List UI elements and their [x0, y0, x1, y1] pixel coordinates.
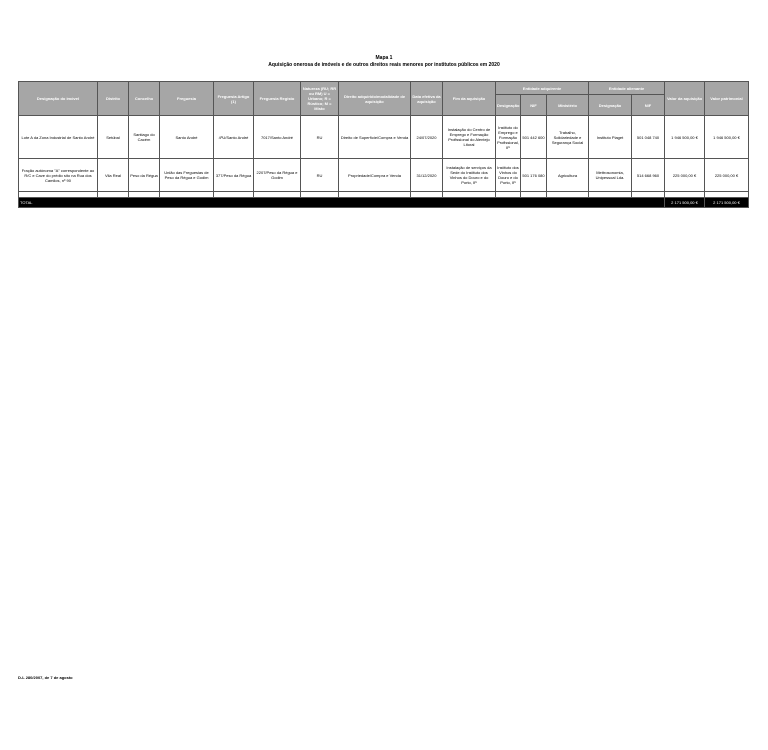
header-row-top: [19, 82, 749, 95]
cell-adq-nif: 501 176 080: [521, 159, 547, 192]
col-header-adq-designacao: Designação: [496, 95, 521, 116]
col-header-trans-nif: NIF: [632, 95, 665, 116]
col-header-concelho: Concelho: [129, 82, 160, 116]
col-header-trans-designacao: Designação: [589, 95, 632, 116]
col-header-adq-nif: NIF: [521, 95, 547, 116]
cell-trans-nif: 514 668 960: [632, 159, 665, 192]
total-label: TOTAL: [19, 198, 665, 208]
cell-freguesia: União das Freguesias de Peso da Régua e Godim: [160, 159, 214, 192]
report-title: [0, 55, 768, 69]
cell-natureza: RU: [301, 116, 339, 159]
cell-direito: Direito de Superfície/Compra e Venda: [339, 116, 411, 159]
cell-adq-ministerio: Trabalho, Solidariedade e Segurança Social: [547, 116, 589, 159]
cell-direito: Propriedade/Compra e Venda: [339, 159, 411, 192]
col-header-registo: Freguesia Registo: [254, 82, 301, 116]
col-header-artigo: Freguesia Artigo (1): [214, 82, 254, 116]
cell-data: 31/12/2020: [411, 159, 443, 192]
cell-adq-designacao: Instituto do Emprego e Formação Profissional, IP: [496, 116, 521, 159]
acquisitions-table: [18, 81, 749, 208]
cell-fim: Instalação do Centro de Emprego e Formação Profissional do Alentejo Litoral: [443, 116, 496, 159]
col-header-distrito: Distrito: [98, 82, 129, 116]
map-description: Aquisição onerosa de imóveis e de outros direitos reais menores por institutos públicos em 2020: [268, 62, 500, 68]
cell-natureza: RU: [301, 159, 339, 192]
cell-distrito: Setúbal: [98, 116, 129, 159]
group-header-alienante: Entidade alienante: [589, 82, 665, 95]
cell-trans-nif: 501 048 740: [632, 116, 665, 159]
cell-freguesia: Santo André: [160, 116, 214, 159]
cell-valor-aquisicao: 225 000,00 €: [665, 159, 705, 192]
cell-data: 24/07/2020: [411, 116, 443, 159]
table-row: [19, 159, 749, 192]
map-number: Mapa 1: [375, 55, 393, 61]
cell-valor-patrimonial: 1 946 500,00 €: [705, 116, 749, 159]
table-row: [19, 116, 749, 159]
col-header-data: Data efetiva da aquisição: [411, 82, 443, 116]
cell-distrito: Vila Real: [98, 159, 129, 192]
col-header-valor-patrimonial: Valor patrimonial: [705, 82, 749, 116]
cell-valor-patrimonial: 225 000,00 €: [705, 159, 749, 192]
cell-artigo: 377/Peso da Régua: [214, 159, 254, 192]
col-header-direito: Direito adquirido/modalidade de aquisição: [339, 82, 411, 116]
legal-reference-note: D-L 280/2007, de 7 de agosto: [18, 675, 73, 680]
cell-trans-designacao: Instituto Piaget: [589, 116, 632, 159]
col-header-natureza: Natureza (RU; RR ou RM) U = Urbano; R = Rústico; M = Misto: [301, 82, 339, 116]
group-header-adquirente: Entidade adquirente: [496, 82, 589, 95]
cell-concelho: Santiago do Cacém: [129, 116, 160, 159]
cell-registo: 7017/Santo André: [254, 116, 301, 159]
cell-adq-nif: 501 442 600: [521, 116, 547, 159]
col-header-freguesia: Freguesia: [160, 82, 214, 116]
cell-artigo: 4ºU/Santo André: [214, 116, 254, 159]
col-header-fim: Fim da aquisição: [443, 82, 496, 116]
cell-concelho: Peso da Régua: [129, 159, 160, 192]
total-valor-patrimonial: 2 171 500,00 €: [705, 198, 749, 208]
cell-trans-designacao: Mettrosonomia, Unipessoal Lda.: [589, 159, 632, 192]
col-header-valor-aquisicao: Valor da aquisição: [665, 82, 705, 116]
cell-designacao: Lote A da Zona Industrial de Santo André: [19, 116, 98, 159]
total-valor-aquisicao: 2 171 500,00 €: [665, 198, 705, 208]
col-header-designacao: Designação do imóvel: [19, 82, 98, 116]
cell-valor-aquisicao: 1 946 500,00 €: [665, 116, 705, 159]
cell-registo: 2207/Peso da Régua e Godim: [254, 159, 301, 192]
cell-fim: Instalação de serviços da Sede do Instituto dos Vinhos do Douro e do Porto, IP: [443, 159, 496, 192]
cell-adq-designacao: Instituto dos Vinhos do Douro e do Porto, IP: [496, 159, 521, 192]
total-row: [19, 198, 749, 208]
cell-adq-ministerio: Agricultura: [547, 159, 589, 192]
cell-designacao: Fração autónoma "A" correspondente ao R/C e Cave do prédio sito na Rua dos Camilos, nº 90: [19, 159, 98, 192]
col-header-adq-ministerio: Ministério: [547, 95, 589, 116]
